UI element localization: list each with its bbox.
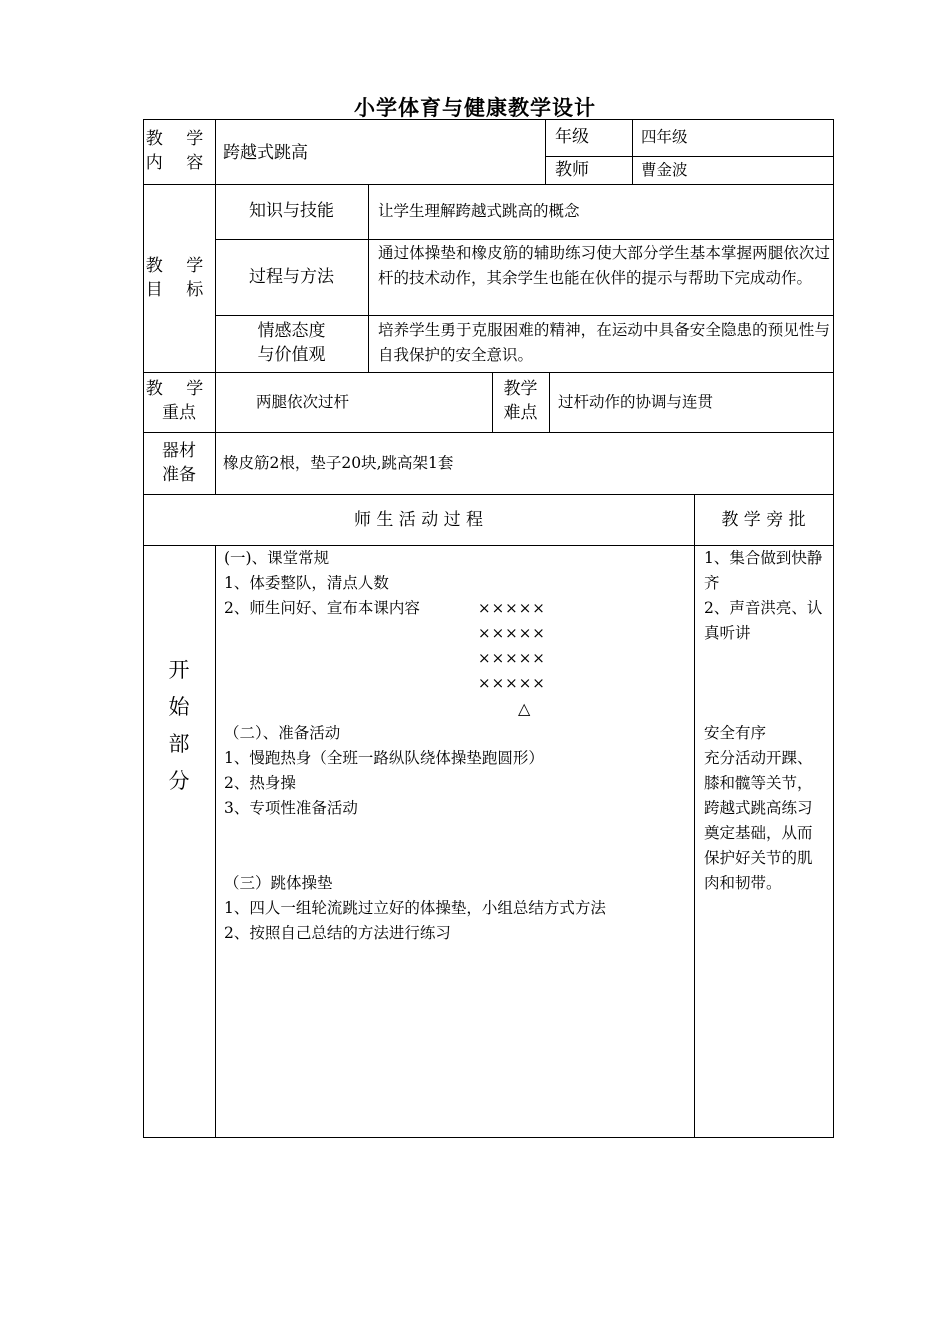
page-title: 小学体育与健康教学设计: [354, 95, 596, 120]
grade-label: 年级: [555, 127, 589, 147]
list-item: 2、热身操: [224, 774, 296, 792]
teacher-label: 教师: [555, 160, 589, 180]
notes-header: 教 学 旁 批: [721, 510, 806, 530]
start-part-notes: 1、集合做到快静 齐 2、声音洪亮、认 真听讲 安全有序 充分活动开踝、 膝和髋等关节， 跨越式跳高练习 奠定基础，从而 保护好关节的肌 肉和韧带。: [704, 549, 823, 892]
list-item: 3、专项性准备活动: [224, 799, 358, 817]
objective-attitude-label: 情感态度 与价值观: [257, 321, 326, 365]
list-item: 2、按照自己总结的方法进行练习: [224, 924, 451, 942]
content-value: 跨越式跳高: [223, 143, 308, 163]
formation-row: ×××××: [478, 599, 546, 617]
formation-row: ×××××: [478, 649, 546, 667]
list-item: （二）、准备活动: [224, 724, 341, 742]
key-point-label: 教 学 重点: [145, 379, 213, 423]
start-part-activities: [224, 546, 689, 946]
list-item: （三）跳体操垫: [224, 874, 333, 892]
objectives-label: 教 学 目 标: [145, 256, 213, 300]
content-label: 教 学 内 容: [145, 129, 213, 173]
formation-row: ×××××: [478, 624, 546, 642]
key-point-value: 两腿依次过杆: [256, 393, 350, 411]
list-item: 1、慢跑热身（全班一路纵队绕体操垫跑圆形）: [224, 749, 544, 767]
difficulty-label: 教学 难点: [503, 379, 538, 423]
list-item: 2、师生问好、宣布本课内容: [224, 599, 420, 617]
teacher-position-icon: △: [518, 699, 531, 718]
objective-knowledge-label: 知识与技能: [249, 201, 334, 221]
list-item: 1、体委整队，清点人数: [224, 574, 389, 592]
teacher-value: 曹金波: [641, 161, 688, 179]
grade-value: 四年级: [641, 128, 688, 146]
start-part-label: 开 始 部 分: [168, 658, 190, 793]
equipment-label: 器材 准备: [162, 441, 196, 485]
objective-attitude-text: 培养学生勇于克服困难的精神，在运动中具备安全隐患的预见性与自我保护的安全意识。: [378, 321, 830, 364]
difficulty-value: 过杆动作的协调与连贯: [558, 393, 714, 411]
objective-process-text: 通过体操垫和橡皮筋的辅助练习使大部分学生基本掌握两腿依次过杆的技术动作，其余学生也能在伙伴的提示与帮助下完成动作。: [378, 244, 830, 287]
activity-header: 师 生 活 动 过 程: [353, 510, 484, 530]
objective-process-label: 过程与方法: [249, 267, 334, 287]
formation-row: ×××××: [478, 674, 546, 692]
list-item: 1、四人一组轮流跳过立好的体操垫，小组总结方式方法: [224, 899, 606, 917]
objective-knowledge-text: 让学生理解跨越式跳高的概念: [378, 202, 580, 220]
list-item: (一)、课堂常规: [224, 549, 330, 567]
equipment-value: 橡皮筋2根，垫子20块,跳高架1套: [223, 454, 454, 472]
